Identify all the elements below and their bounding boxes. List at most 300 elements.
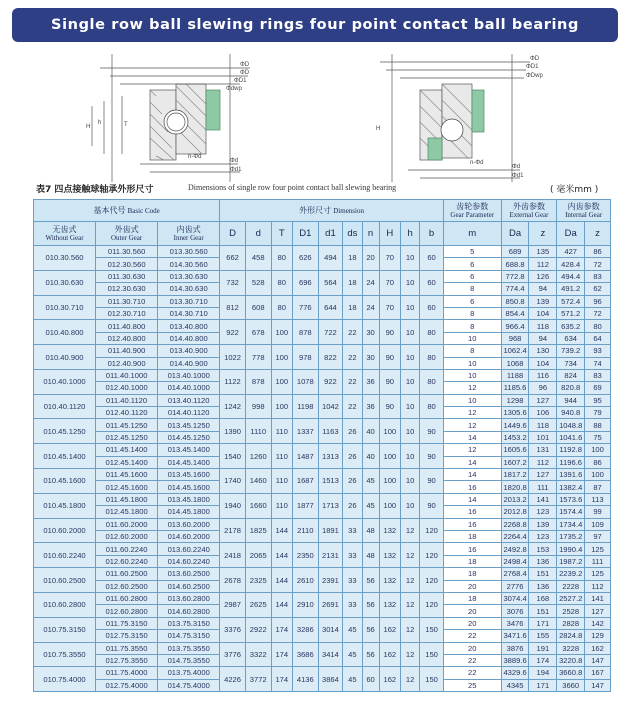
gear-cell: 83 bbox=[585, 270, 611, 282]
gear-cell: 1041.6 bbox=[557, 431, 585, 443]
dimension-cell: 70 bbox=[379, 270, 400, 295]
outer-gear-code: 011.40.900 bbox=[96, 345, 158, 357]
inner-gear-code: 014.45.1400 bbox=[158, 456, 220, 468]
code-cell: 010.45.1400 bbox=[34, 444, 96, 469]
gear-cell: 100 bbox=[585, 469, 611, 481]
dimension-cell: 110 bbox=[271, 444, 292, 469]
gear-cell: 1192.8 bbox=[557, 444, 585, 456]
dimension-cell: 56 bbox=[362, 568, 379, 593]
outer-gear-code: 012.60.2240 bbox=[96, 555, 158, 567]
gear-cell: 940.8 bbox=[557, 407, 585, 419]
dimension-cell: 1513 bbox=[318, 469, 343, 494]
module-cell: 16 bbox=[443, 506, 501, 518]
module-cell: 12 bbox=[443, 444, 501, 456]
dimension-cell: 56 bbox=[362, 592, 379, 617]
gear-cell: 3074.4 bbox=[501, 592, 529, 604]
gear-cell: 112 bbox=[529, 258, 557, 270]
table-caption-en: Dimensions of single row four point contact ball slewing bearing bbox=[188, 183, 397, 192]
table-row bbox=[34, 246, 611, 258]
dimension-cell: 10 bbox=[401, 419, 420, 444]
dimension-cell: 3772 bbox=[245, 667, 271, 692]
gear-cell: 127 bbox=[585, 605, 611, 617]
dimension-cell: 1687 bbox=[292, 469, 318, 494]
gear-cell: 1298 bbox=[501, 394, 529, 406]
code-cell: 010.60.2000 bbox=[34, 518, 96, 543]
dimension-cell: 2987 bbox=[220, 592, 246, 617]
code-cell: 010.40.1120 bbox=[34, 394, 96, 419]
gear-cell: 95 bbox=[585, 394, 611, 406]
gear-cell: 3876 bbox=[501, 642, 529, 654]
dimension-cell: 120 bbox=[420, 543, 444, 568]
module-cell: 18 bbox=[443, 592, 501, 604]
dimension-cell: 18 bbox=[343, 246, 362, 271]
dimension-cell: 878 bbox=[292, 320, 318, 345]
basic-code-header: 基本代号 Basic Code bbox=[34, 200, 220, 222]
dimension-cell: 696 bbox=[292, 270, 318, 295]
dimension-cell: 3286 bbox=[292, 617, 318, 642]
inner-gear-code: 013.60.2500 bbox=[158, 568, 220, 580]
dimension-cell: 978 bbox=[292, 345, 318, 370]
dimension-cell: 174 bbox=[271, 617, 292, 642]
gear-cell: 1735.2 bbox=[557, 530, 585, 542]
dimension-cell: 778 bbox=[245, 345, 271, 370]
gear-cell: 104 bbox=[529, 357, 557, 369]
dimension-cell: 26 bbox=[343, 469, 362, 494]
dimension-cell: 4136 bbox=[292, 667, 318, 692]
gear-cell: 2498.4 bbox=[501, 555, 529, 567]
module-cell: 22 bbox=[443, 654, 501, 666]
dimension-cell: 10 bbox=[401, 444, 420, 469]
dimension-cell: 10 bbox=[401, 270, 420, 295]
outer-gear-code: 011.30.710 bbox=[96, 295, 158, 307]
module-cell: 18 bbox=[443, 568, 501, 580]
unit-label: ( 毫米mm ) bbox=[550, 185, 599, 195]
dimension-cell: 4226 bbox=[220, 667, 246, 692]
dimension-cell: 45 bbox=[343, 642, 362, 667]
gear-cell: 136 bbox=[529, 580, 557, 592]
gear-cell: 2776 bbox=[501, 580, 529, 592]
dimension-table bbox=[33, 199, 611, 692]
gear-cell: 153 bbox=[529, 543, 557, 555]
dimension-cell: 10 bbox=[401, 394, 420, 419]
gear-cell: 113 bbox=[585, 493, 611, 505]
module-cell: 20 bbox=[443, 642, 501, 654]
svg-text:ΦD1: ΦD1 bbox=[234, 78, 247, 84]
module-cell: 10 bbox=[443, 369, 501, 381]
svg-text:h: h bbox=[98, 120, 102, 126]
dimension-cell: 732 bbox=[220, 270, 246, 295]
dimension-cell: 10 bbox=[401, 295, 420, 320]
internal-gear-header: 内齿参数 Internal Gear bbox=[557, 200, 611, 222]
gear-cell: 171 bbox=[529, 679, 557, 691]
dimension-cell: 144 bbox=[271, 518, 292, 543]
dimension-cell: 3014 bbox=[318, 617, 343, 642]
dimension-cell: 40 bbox=[362, 444, 379, 469]
dimension-cell: 1337 bbox=[292, 419, 318, 444]
gear-cell: 944 bbox=[557, 394, 585, 406]
dimension-cell: 144 bbox=[271, 592, 292, 617]
dimension-cell: 2325 bbox=[245, 568, 271, 593]
gear-cell: 1048.8 bbox=[557, 419, 585, 431]
outer-gear-code: 011.45.1250 bbox=[96, 419, 158, 431]
dimension-cell: 45 bbox=[343, 617, 362, 642]
column-header: n bbox=[362, 222, 379, 246]
dimension-cell: 1163 bbox=[318, 419, 343, 444]
dimension-cell: 458 bbox=[245, 246, 271, 271]
gear-cell: 130 bbox=[529, 345, 557, 357]
table-row bbox=[34, 419, 611, 431]
outer-gear-code: 012.75.4000 bbox=[96, 679, 158, 691]
gear-cell: 491.2 bbox=[557, 283, 585, 295]
gear-cell: 174 bbox=[529, 654, 557, 666]
dimension-cell: 20 bbox=[362, 246, 379, 271]
dimension-cell: 626 bbox=[292, 246, 318, 271]
column-header: H bbox=[379, 222, 400, 246]
dimension-cell: 812 bbox=[220, 295, 246, 320]
outer-gear-code: 012.45.1800 bbox=[96, 506, 158, 518]
gear-cell: 94 bbox=[529, 283, 557, 295]
dimension-cell: 12 bbox=[401, 568, 420, 593]
gear-cell: 135 bbox=[529, 246, 557, 258]
dimension-cell: 822 bbox=[318, 345, 343, 370]
dimension-cell: 162 bbox=[379, 642, 400, 667]
dimension-cell: 150 bbox=[420, 642, 444, 667]
gear-cell: 101 bbox=[529, 431, 557, 443]
gear-cell: 125 bbox=[585, 543, 611, 555]
column-header: Da bbox=[501, 222, 529, 246]
dimension-cell: 120 bbox=[420, 568, 444, 593]
gear-cell: 634 bbox=[557, 332, 585, 344]
svg-text:Φd1: Φd1 bbox=[230, 167, 242, 173]
dimension-cell: 2922 bbox=[245, 617, 271, 642]
table-row bbox=[34, 518, 611, 530]
gear-cell: 2828 bbox=[557, 617, 585, 629]
gear-cell: 155 bbox=[529, 630, 557, 642]
dimension-cell: 132 bbox=[379, 518, 400, 543]
dimension-cell: 1487 bbox=[292, 444, 318, 469]
gear-cell: 74 bbox=[585, 357, 611, 369]
inner-gear-code: 014.30.630 bbox=[158, 283, 220, 295]
dimension-cell: 22 bbox=[343, 369, 362, 394]
code-cell: 010.60.2800 bbox=[34, 592, 96, 617]
gear-cell: 854.4 bbox=[501, 307, 529, 319]
gear-cell: 635.2 bbox=[557, 320, 585, 332]
outer-gear-code: 012.75.3550 bbox=[96, 654, 158, 666]
dimension-cell: 1891 bbox=[318, 518, 343, 543]
gear-cell: 2492.8 bbox=[501, 543, 529, 555]
gear-cell: 86 bbox=[585, 456, 611, 468]
dimension-cell: 2691 bbox=[318, 592, 343, 617]
svg-text:n-Φd: n-Φd bbox=[188, 154, 202, 160]
inner-gear-code: 014.40.1000 bbox=[158, 382, 220, 394]
dimension-cell: 80 bbox=[271, 246, 292, 271]
gear-cell: 4329.6 bbox=[501, 667, 529, 679]
table-row bbox=[34, 444, 611, 456]
module-cell: 16 bbox=[443, 518, 501, 530]
dimension-cell: 90 bbox=[420, 444, 444, 469]
gear-cell: 2768.4 bbox=[501, 568, 529, 580]
gear-cell: 116 bbox=[529, 369, 557, 381]
outer-gear-code: 011.60.2500 bbox=[96, 568, 158, 580]
gear-cell: 83 bbox=[585, 369, 611, 381]
dimension-cell: 528 bbox=[245, 270, 271, 295]
code-cell: 010.45.1250 bbox=[34, 419, 96, 444]
without-gear-header: 无齿式 Without Gear bbox=[34, 222, 96, 246]
dimension-cell: 56 bbox=[362, 642, 379, 667]
column-header: T bbox=[271, 222, 292, 246]
outer-gear-code: 011.40.800 bbox=[96, 320, 158, 332]
outer-gear-code: 011.30.560 bbox=[96, 246, 158, 258]
dimension-cell: 722 bbox=[318, 320, 343, 345]
dimension-cell: 36 bbox=[362, 369, 379, 394]
dimension-cell: 90 bbox=[379, 369, 400, 394]
outer-gear-code: 012.75.3150 bbox=[96, 630, 158, 642]
dimension-cell: 1740 bbox=[220, 469, 246, 494]
gear-cell: 572.4 bbox=[557, 295, 585, 307]
gear-cell: 774.4 bbox=[501, 283, 529, 295]
svg-text:H: H bbox=[86, 124, 91, 130]
dimension-cell: 45 bbox=[343, 667, 362, 692]
gear-cell: 147 bbox=[585, 654, 611, 666]
gear-cell: 106 bbox=[529, 407, 557, 419]
dimension-cell: 10 bbox=[401, 320, 420, 345]
dimension-cell: 100 bbox=[379, 444, 400, 469]
table-row bbox=[34, 394, 611, 406]
module-cell: 8 bbox=[443, 320, 501, 332]
dimension-cell: 18 bbox=[343, 270, 362, 295]
module-cell: 12 bbox=[443, 382, 501, 394]
dimension-cell: 90 bbox=[420, 419, 444, 444]
outer-gear-code: 011.60.2800 bbox=[96, 592, 158, 604]
gear-cell: 151 bbox=[529, 605, 557, 617]
gear-cell: 96 bbox=[529, 382, 557, 394]
module-cell: 8 bbox=[443, 307, 501, 319]
gear-cell: 80 bbox=[585, 320, 611, 332]
inner-gear-code: 014.60.2800 bbox=[158, 605, 220, 617]
gear-cell: 96 bbox=[585, 295, 611, 307]
dimension-cell: 12 bbox=[401, 543, 420, 568]
inner-gear-code: 014.30.710 bbox=[158, 307, 220, 319]
gear-cell: 2228 bbox=[557, 580, 585, 592]
outer-gear-code: 012.40.1120 bbox=[96, 407, 158, 419]
dimension-cell: 2178 bbox=[220, 518, 246, 543]
dimension-cell: 922 bbox=[318, 369, 343, 394]
dimension-cell: 1825 bbox=[245, 518, 271, 543]
outer-gear-code: 012.45.1250 bbox=[96, 431, 158, 443]
inner-gear-code: 013.75.4000 bbox=[158, 667, 220, 679]
dimension-cell: 30 bbox=[362, 345, 379, 370]
svg-text:Φd: Φd bbox=[230, 158, 239, 164]
outer-gear-code: 011.75.3550 bbox=[96, 642, 158, 654]
dimension-cell: 80 bbox=[420, 394, 444, 419]
gear-cell: 75 bbox=[585, 431, 611, 443]
gear-cell: 168 bbox=[529, 592, 557, 604]
dimension-cell: 132 bbox=[379, 568, 400, 593]
dimension-cell: 998 bbox=[245, 394, 271, 419]
dimension-cell: 100 bbox=[271, 320, 292, 345]
gear-cell: 1068 bbox=[501, 357, 529, 369]
dimension-cell: 22 bbox=[343, 320, 362, 345]
column-header: z bbox=[585, 222, 611, 246]
gear-cell: 2268.8 bbox=[501, 518, 529, 530]
gear-cell: 850.8 bbox=[501, 295, 529, 307]
outer-gear-code: 012.45.1400 bbox=[96, 456, 158, 468]
gear-cell: 3220.8 bbox=[557, 654, 585, 666]
dimension-cell: 2350 bbox=[292, 543, 318, 568]
table-row bbox=[34, 469, 611, 481]
outer-gear-code: 011.45.1400 bbox=[96, 444, 158, 456]
gear-cell: 162 bbox=[585, 642, 611, 654]
module-cell: 14 bbox=[443, 493, 501, 505]
svg-text:ΦD: ΦD bbox=[240, 70, 250, 76]
module-cell: 12 bbox=[443, 419, 501, 431]
dimension-cell: 90 bbox=[379, 345, 400, 370]
dimension-cell: 2110 bbox=[292, 518, 318, 543]
inner-gear-header: 内齿式 Inner Gear bbox=[158, 222, 220, 246]
gear-cell: 147 bbox=[585, 679, 611, 691]
svg-text:ΦDwp: ΦDwp bbox=[526, 73, 543, 79]
dimension-cell: 132 bbox=[379, 543, 400, 568]
dimension-cell: 2625 bbox=[245, 592, 271, 617]
gear-cell: 3228 bbox=[557, 642, 585, 654]
dimension-cell: 2678 bbox=[220, 568, 246, 593]
gear-cell: 118 bbox=[529, 320, 557, 332]
gear-cell: 2264.4 bbox=[501, 530, 529, 542]
table-row bbox=[34, 320, 611, 332]
dimension-cell: 70 bbox=[379, 295, 400, 320]
dimension-cell: 678 bbox=[245, 320, 271, 345]
gear-cell: 734 bbox=[557, 357, 585, 369]
module-cell: 16 bbox=[443, 481, 501, 493]
inner-gear-code: 014.45.1800 bbox=[158, 506, 220, 518]
gear-cell: 1990.4 bbox=[557, 543, 585, 555]
dimension-cell: 10 bbox=[401, 369, 420, 394]
dimension-cell: 1313 bbox=[318, 444, 343, 469]
outer-gear-code: 011.45.1600 bbox=[96, 469, 158, 481]
module-cell: 10 bbox=[443, 332, 501, 344]
column-header: b bbox=[420, 222, 444, 246]
inner-gear-code: 013.75.3550 bbox=[158, 642, 220, 654]
outer-gear-code: 012.60.2500 bbox=[96, 580, 158, 592]
dimension-cell: 3776 bbox=[220, 642, 246, 667]
table-row bbox=[34, 592, 611, 604]
gear-cell: 99 bbox=[585, 506, 611, 518]
dimension-cell: 120 bbox=[420, 592, 444, 617]
gear-cell: 1574.4 bbox=[557, 506, 585, 518]
gear-cell: 1573.6 bbox=[557, 493, 585, 505]
dimension-cell: 40 bbox=[362, 419, 379, 444]
dimension-cell: 110 bbox=[271, 493, 292, 518]
dimension-cell: 162 bbox=[379, 667, 400, 692]
inner-gear-code: 013.30.630 bbox=[158, 270, 220, 282]
dimension-cell: 2065 bbox=[245, 543, 271, 568]
gear-cell: 494.4 bbox=[557, 270, 585, 282]
inner-gear-code: 013.30.560 bbox=[158, 246, 220, 258]
table-row bbox=[34, 617, 611, 629]
dimension-cell: 80 bbox=[420, 320, 444, 345]
code-cell: 010.60.2240 bbox=[34, 543, 96, 568]
inner-gear-code: 013.45.1250 bbox=[158, 419, 220, 431]
gear-param-header: 齿轮参数 Gear Parameter bbox=[443, 200, 501, 222]
gear-cell: 3889.6 bbox=[501, 654, 529, 666]
gear-cell: 111 bbox=[585, 555, 611, 567]
code-cell: 010.75.3150 bbox=[34, 617, 96, 642]
gear-cell: 1449.6 bbox=[501, 419, 529, 431]
gear-cell: 129 bbox=[585, 630, 611, 642]
gear-cell: 126 bbox=[529, 270, 557, 282]
module-cell: 5 bbox=[443, 246, 501, 258]
dimension-cell: 24 bbox=[362, 270, 379, 295]
outer-gear-code: 012.30.710 bbox=[96, 307, 158, 319]
gear-cell: 100 bbox=[585, 444, 611, 456]
code-cell: 010.40.1000 bbox=[34, 369, 96, 394]
dimension-cell: 100 bbox=[271, 345, 292, 370]
gear-cell: 1820.8 bbox=[501, 481, 529, 493]
dimension-cell: 2131 bbox=[318, 543, 343, 568]
dimension-cell: 33 bbox=[343, 543, 362, 568]
dimension-cell: 10 bbox=[401, 469, 420, 494]
gear-cell: 88 bbox=[585, 419, 611, 431]
gear-cell: 167 bbox=[585, 667, 611, 679]
column-header: d bbox=[245, 222, 271, 246]
gear-cell: 1605.6 bbox=[501, 444, 529, 456]
dimension-cell: 922 bbox=[220, 320, 246, 345]
outer-gear-code: 011.40.1120 bbox=[96, 394, 158, 406]
dimension-cell: 174 bbox=[271, 667, 292, 692]
inner-gear-code: 014.30.560 bbox=[158, 258, 220, 270]
gear-cell: 141 bbox=[529, 493, 557, 505]
gear-cell: 191 bbox=[529, 642, 557, 654]
gear-cell: 2528 bbox=[557, 605, 585, 617]
inner-gear-code: 013.40.900 bbox=[158, 345, 220, 357]
gear-cell: 2012.8 bbox=[501, 506, 529, 518]
gear-cell: 62 bbox=[585, 283, 611, 295]
module-cell: 20 bbox=[443, 617, 501, 629]
module-cell: 14 bbox=[443, 456, 501, 468]
dimension-cell: 10 bbox=[401, 493, 420, 518]
column-header: D1 bbox=[292, 222, 318, 246]
dimension-cell: 1198 bbox=[292, 394, 318, 419]
dimension-cell: 1242 bbox=[220, 394, 246, 419]
gear-cell: 3660.8 bbox=[557, 667, 585, 679]
dimension-cell: 100 bbox=[271, 394, 292, 419]
dimension-cell: 12 bbox=[401, 667, 420, 692]
svg-text:n-Φd: n-Φd bbox=[470, 160, 484, 166]
left-section-drawing bbox=[86, 54, 250, 182]
gear-cell: 968 bbox=[501, 332, 529, 344]
gear-cell: 127 bbox=[529, 469, 557, 481]
dimension-cell: 80 bbox=[420, 369, 444, 394]
dimension-cell: 2610 bbox=[292, 568, 318, 593]
outer-gear-code: 011.75.3150 bbox=[96, 617, 158, 629]
inner-gear-code: 013.30.710 bbox=[158, 295, 220, 307]
outer-gear-code: 012.30.630 bbox=[96, 283, 158, 295]
gear-cell: 127 bbox=[529, 394, 557, 406]
dimension-cell: 1022 bbox=[220, 345, 246, 370]
gear-cell: 820.8 bbox=[557, 382, 585, 394]
column-header: m bbox=[443, 222, 501, 246]
gear-cell: 141 bbox=[585, 592, 611, 604]
gear-cell: 79 bbox=[585, 407, 611, 419]
module-cell: 18 bbox=[443, 555, 501, 567]
dimension-cell: 45 bbox=[362, 469, 379, 494]
dimension-cell: 12 bbox=[401, 592, 420, 617]
gear-cell: 3476 bbox=[501, 617, 529, 629]
dimension-cell: 110 bbox=[271, 469, 292, 494]
dimension-header: 外形尺寸 Dimension bbox=[220, 200, 444, 222]
module-cell: 6 bbox=[443, 258, 501, 270]
gear-cell: 139 bbox=[529, 295, 557, 307]
